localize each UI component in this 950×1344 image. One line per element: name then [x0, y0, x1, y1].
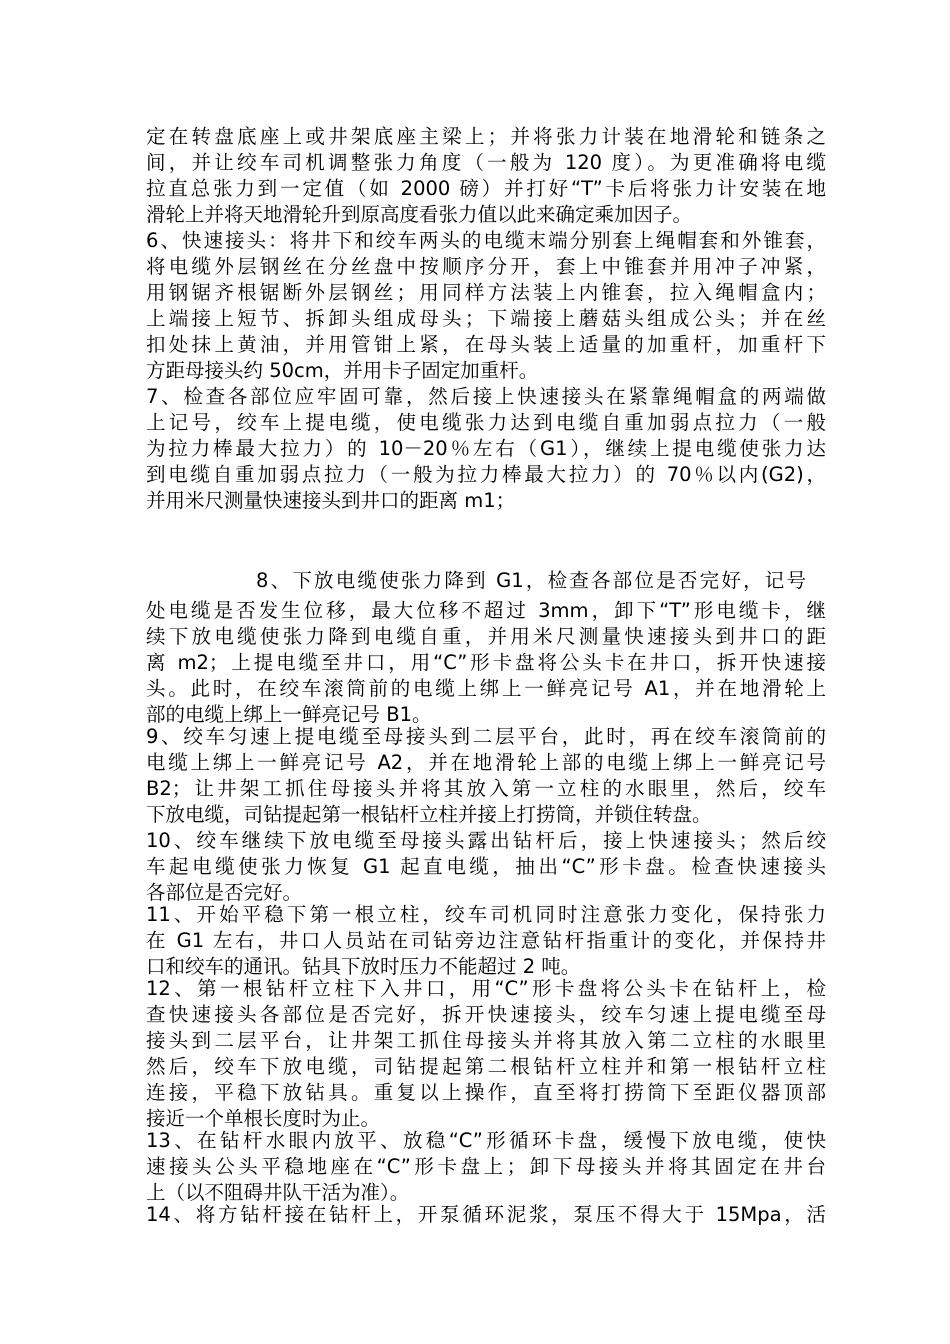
text-line: 滑轮上并将天地滑轮升到原高度看张力值以此来确定乘加因子。: [146, 203, 693, 226]
text-line: 然后，绞车下放电缆，司钻提起第二根钻杆立柱并和第一根钻杆立柱: [146, 1055, 826, 1078]
text-line: 间，并让绞车司机调整张力角度（一般为 120 度）。为更准确将电缆: [146, 151, 826, 174]
text-line: 定在转盘底座上或井架底座主梁上；并将张力计装在地滑轮和链条之: [146, 125, 826, 148]
text-line: 为拉力棒最大拉力）的 10－20％左右（G1），继续上提电缆使张力达: [146, 437, 826, 460]
text-line: 接头到二层平台，让井架工抓住母接头并将其放入第二立柱的水眼里: [146, 1029, 826, 1052]
text-line: 14、将方钻杆接在钻杆上，开泵循环泥浆，泵压不得大于 15Mpa，活: [146, 1203, 826, 1226]
text-line: 速接头公头平稳地座在“C”形卡盘上；卸下母接头并将其固定在井台: [146, 1155, 826, 1178]
text-line: 9、绞车匀速上提电缆至母接头到二层平台，此时，再在绞车滚筒前的: [146, 725, 826, 748]
text-line: 口和绞车的通讯。钻具下放时压力不能超过 2 吨。: [146, 955, 581, 978]
text-line: 扣处抹上黄油，并用管钳上紧，在母头装上适量的加重杆，加重杆下: [146, 333, 826, 356]
text-line: 下放电缆，司钻提起第一根钻杆立柱并接上打捞筒，并锁住转盘。: [146, 803, 712, 826]
text-line: 8、下放电缆使张力降到 G1，检查各部位是否完好，记号: [256, 569, 806, 592]
text-line: 方距母接头约 50cm，并用卡子固定加重杆。: [146, 359, 539, 382]
text-line: 11、开始平稳下第一根立柱，绞车司机同时注意张力变化，保持张力: [146, 903, 826, 926]
text-line: 12、第一根钻杆立柱下入井口，用“C”形卡盘将公头卡在钻杆上，检: [146, 977, 826, 1000]
text-line: 部的电缆上绑上一鲜亮记号 B1。: [146, 703, 432, 726]
text-line: 续下放电缆使张力降到电缆自重，并用米尺测量快速接头到井口的距: [146, 625, 826, 648]
text-line: 10、绞车继续下放电缆至母接头露出钻杆后，接上快速接头；然后绞: [146, 829, 826, 852]
text-line: 并用米尺测量快速接头到井口的距离 m1；: [146, 489, 516, 512]
text-line: 将电缆外层钢丝在分丝盘中按顺序分开，套上中锥套并用冲子冲紧，: [146, 255, 826, 278]
text-line: 查快速接头各部位是否完好，拆开快速接头，绞车匀速上提电缆至母: [146, 1003, 826, 1026]
text-line: 离 m2；上提电缆至井口，用“C”形卡盘将公头卡在井口，拆开快速接: [146, 651, 826, 674]
text-line: 在 G1 左右，井口人员站在司钻旁边注意钻杆指重计的变化，并保持井: [146, 929, 826, 952]
text-line: 6、快速接头：将井下和绞车两头的电缆末端分别套上绳帽套和外锥套，: [146, 229, 826, 252]
text-line: 各部位是否完好。: [146, 881, 303, 904]
text-line: 上记号，绞车上提电缆，使电缆张力达到电缆自重加弱点拉力（一般: [146, 411, 826, 434]
text-line: 7、检查各部位应牢固可靠，然后接上快速接头在紧靠绳帽盒的两端做: [146, 385, 826, 408]
text-line: 车起电缆使张力恢复 G1 起直电缆，抽出“C”形卡盘。检查快速接头: [146, 855, 826, 878]
text-line: 用钢锯齐根锯断外层钢丝；用同样方法装上内锥套，拉入绳帽盒内；: [146, 281, 826, 304]
text-line: 电缆上绑上一鲜亮记号 A2，并在地滑轮上部的电缆上绑上一鲜亮记号: [146, 751, 826, 774]
text-line: 连接，平稳下放钻具。重复以上操作，直至将打捞筒下至距仪器顶部: [146, 1081, 826, 1104]
text-line: 接近一个单根长度时为止。: [146, 1107, 381, 1130]
text-line: 头。此时，在绞车滚筒前的电缆上绑上一鲜亮记号 A1，并在地滑轮上: [146, 677, 826, 700]
text-line: B2；让井架工抓住母接头并将其放入第一立柱的水眼里，然后，绞车: [146, 777, 826, 800]
text-line: 13、在钻杆水眼内放平、放稳“C”形循环卡盘，缓慢下放电缆，使快: [146, 1129, 826, 1152]
text-line: 上（以不阻碍井队干活为准）。: [146, 1181, 410, 1204]
text-line: 拉直总张力到一定值（如 2000 磅）并打好“T”卡后将张力计安装在地: [146, 177, 826, 200]
text-line: 处电缆是否发生位移，最大位移不超过 3mm，卸下“T”形电缆卡，继: [146, 599, 826, 622]
text-line: 上端接上短节、拆卸头组成母头；下端接上蘑菇头组成公头；并在丝: [146, 307, 826, 330]
text-line: 到电缆自重加弱点拉力（一般为拉力棒最大拉力）的 70％以内(G2)，: [146, 463, 826, 486]
